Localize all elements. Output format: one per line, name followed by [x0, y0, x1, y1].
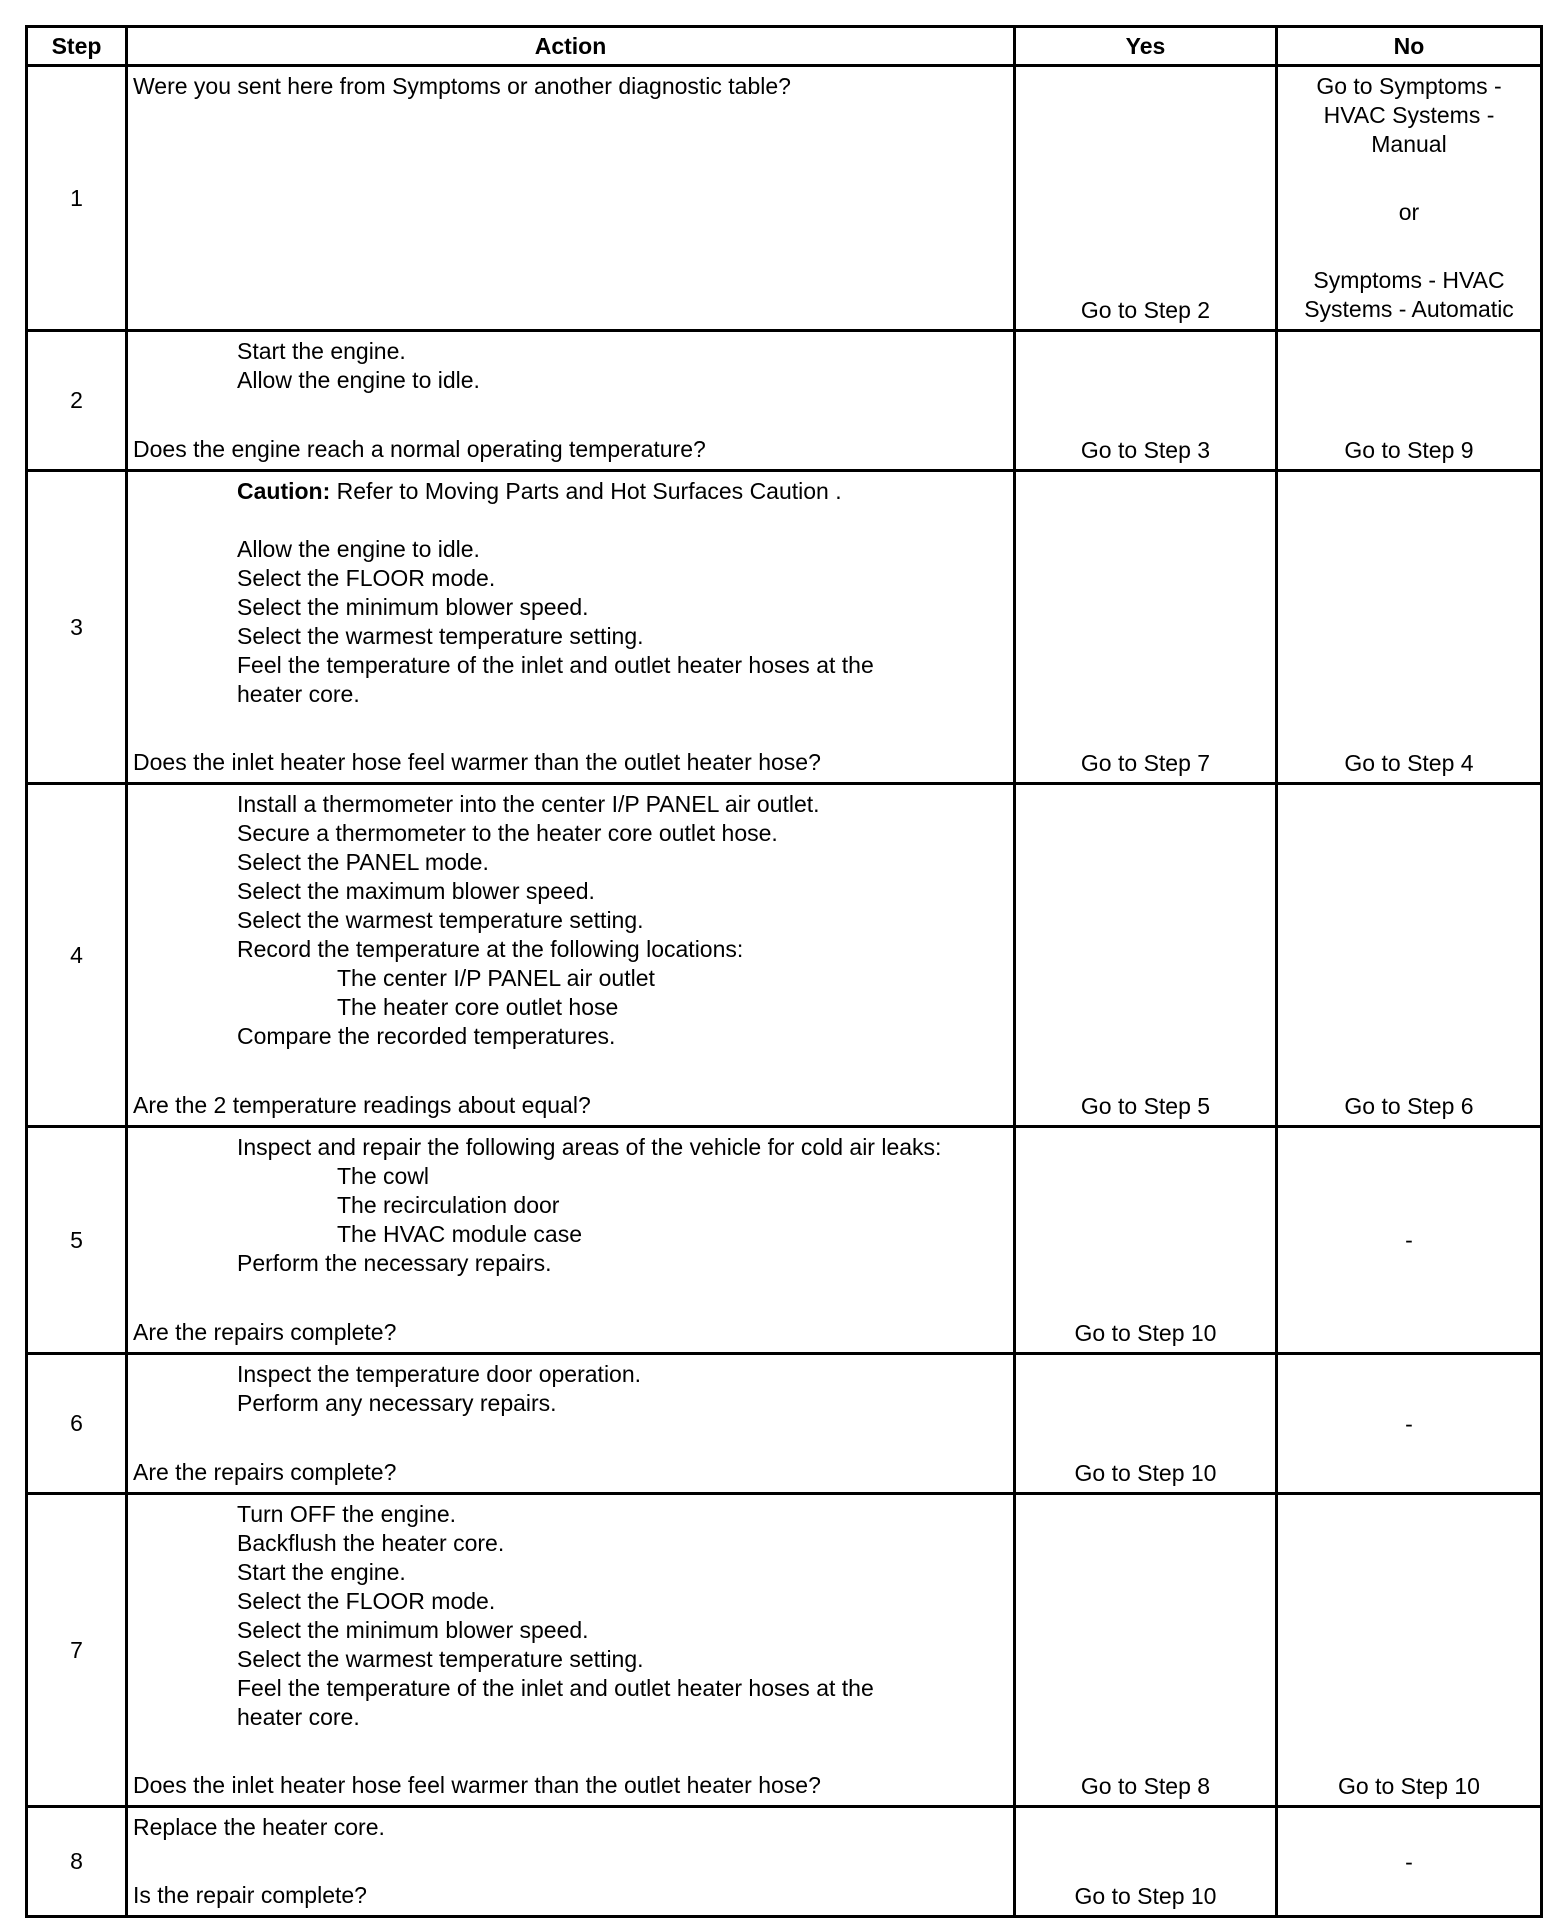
step-number: 3 [27, 471, 127, 784]
step-number: 8 [27, 1807, 127, 1917]
no-cell [1277, 66, 1542, 331]
no-link: - [1405, 1410, 1413, 1437]
instruction: Select the minimum blower speed. [237, 1617, 589, 1643]
no-line: Manual [1371, 131, 1447, 157]
no-link: Go to Step 6 [1344, 1093, 1474, 1119]
question-text: Does the inlet heater hose feel warmer than the outlet heater hose? [133, 1772, 821, 1798]
instruction: Secure a thermometer to the heater core outlet hose. [237, 820, 778, 846]
instruction: Record the temperature at the following locations: [237, 936, 744, 962]
no-link: Go to Step 10 [1338, 1773, 1480, 1799]
diagnostic-table-sheet [25, 25, 1540, 1918]
caution-label: Caution: [237, 478, 331, 504]
table-row [27, 331, 1542, 471]
diagnostic-table [25, 25, 1543, 1918]
yes-cell [1015, 784, 1277, 1127]
yes-link: Go to Step 10 [1074, 1320, 1217, 1346]
action-cell [127, 66, 1015, 331]
question-text: Does the engine reach a normal operating temperature? [133, 436, 706, 462]
action-cell [127, 784, 1015, 1127]
no-line: HVAC Systems - [1323, 102, 1495, 128]
table-row [27, 471, 1542, 784]
question-text: Are the repairs complete? [133, 1459, 397, 1485]
instruction: Start the engine. [237, 1559, 406, 1585]
no-cell [1277, 1494, 1542, 1807]
instruction: Feel the temperature of the inlet and outlet heater hoses at the heater core. [237, 1675, 874, 1730]
table-row [27, 66, 1542, 331]
no-link: - [1405, 1227, 1413, 1253]
yes-link: Go to Step 7 [1080, 750, 1211, 776]
instruction: Perform any necessary repairs. [237, 1390, 557, 1416]
instruction: Select the minimum blower speed. [237, 594, 589, 620]
action-cell [127, 1127, 1015, 1354]
no-line: Systems - Automatic [1304, 296, 1514, 322]
sub-item: The heater core outlet hose [337, 994, 619, 1020]
yes-link: Go to Step 5 [1080, 1093, 1211, 1119]
instruction: Select the PANEL mode. [237, 849, 489, 875]
caution-text: Refer to Moving Parts and Hot Surfaces Caution . [330, 478, 842, 504]
instruction: Select the maximum blower speed. [237, 878, 595, 904]
no-cell [1277, 471, 1542, 784]
yes-cell [1015, 1494, 1277, 1807]
instruction: Allow the engine to idle. [237, 536, 480, 562]
yes-cell [1015, 331, 1277, 471]
instruction: Perform the necessary repairs. [237, 1250, 552, 1276]
table-row [27, 1494, 1542, 1807]
action-cell [127, 471, 1015, 784]
action-cell [127, 1807, 1015, 1917]
yes-link: Go to Step 3 [1080, 437, 1211, 463]
question-text: Is the repair complete? [133, 1882, 367, 1908]
header-yes: Yes [1015, 27, 1277, 66]
step-number: 4 [27, 784, 127, 1127]
instruction: Start the engine. [237, 338, 406, 364]
instruction: Select the FLOOR mode. [237, 1588, 496, 1614]
caution-line [133, 477, 1013, 506]
yes-link: Go to Step 2 [1080, 297, 1211, 323]
action-cell [127, 1494, 1015, 1807]
no-line: Symptoms - HVAC [1313, 267, 1505, 293]
sub-item: The cowl [337, 1163, 430, 1189]
instruction: Select the warmest temperature setting. [237, 623, 644, 649]
instruction: Install a thermometer into the center I/P PANEL air outlet. [237, 791, 820, 817]
instruction: Select the warmest temperature setting. [237, 1646, 644, 1672]
table-row [27, 1127, 1542, 1354]
table-row [27, 1807, 1542, 1917]
question-text: Does the inlet heater hose feel warmer than the outlet heater hose? [133, 749, 821, 775]
instruction: Inspect and repair the following areas of the vehicle for cold air leaks: [237, 1134, 942, 1160]
instruction: Allow the engine to idle. [237, 367, 480, 393]
instruction: Feel the temperature of the inlet and outlet heater hoses at the heater core. [237, 652, 874, 707]
yes-cell [1015, 1354, 1277, 1494]
no-link: - [1405, 1848, 1413, 1875]
yes-cell [1015, 66, 1277, 331]
table-row [27, 1354, 1542, 1494]
yes-link: Go to Step 10 [1074, 1460, 1217, 1486]
question-text: Are the 2 temperature readings about equal? [133, 1092, 591, 1118]
instruction: Backflush the heater core. [237, 1530, 505, 1556]
header-row [27, 27, 1542, 66]
no-link: Go to Step 9 [1344, 437, 1474, 463]
no-cell [1277, 784, 1542, 1127]
header-step: Step [27, 27, 127, 66]
instruction: Inspect the temperature door operation. [237, 1361, 642, 1387]
step-number: 7 [27, 1494, 127, 1807]
step-number: 2 [27, 331, 127, 471]
step-number: 1 [27, 66, 127, 331]
sub-item: The center I/P PANEL air outlet [337, 965, 655, 991]
action-cell [127, 1354, 1015, 1494]
instruction: Select the FLOOR mode. [237, 565, 496, 591]
sub-item: The recirculation door [337, 1192, 560, 1218]
yes-cell [1015, 471, 1277, 784]
yes-link: Go to Step 8 [1080, 1773, 1211, 1799]
step-number: 5 [27, 1127, 127, 1354]
question-text: Are the repairs complete? [133, 1319, 397, 1345]
instruction: Select the warmest temperature setting. [237, 907, 644, 933]
table-row [27, 784, 1542, 1127]
no-line: Go to Symptoms - [1316, 73, 1502, 99]
no-cell [1277, 1354, 1542, 1494]
header-action: Action [127, 27, 1015, 66]
sub-item: The HVAC module case [337, 1221, 583, 1247]
no-cell [1277, 1127, 1542, 1354]
no-cell [1277, 1807, 1542, 1917]
header-no: No [1277, 27, 1542, 66]
no-cell [1277, 331, 1542, 471]
step-number: 6 [27, 1354, 127, 1494]
action-cell [127, 331, 1015, 471]
yes-cell [1015, 1807, 1277, 1917]
no-link: Go to Step 4 [1344, 750, 1474, 776]
instruction: Compare the recorded temperatures. [237, 1023, 616, 1049]
question-text: Were you sent here from Symptoms or another diagnostic table? [133, 73, 791, 99]
yes-link: Go to Step 10 [1074, 1883, 1217, 1909]
yes-cell [1015, 1127, 1277, 1354]
instruction: Replace the heater core. [133, 1814, 385, 1840]
no-line: or [1398, 199, 1420, 225]
instruction: Turn OFF the engine. [237, 1501, 457, 1527]
